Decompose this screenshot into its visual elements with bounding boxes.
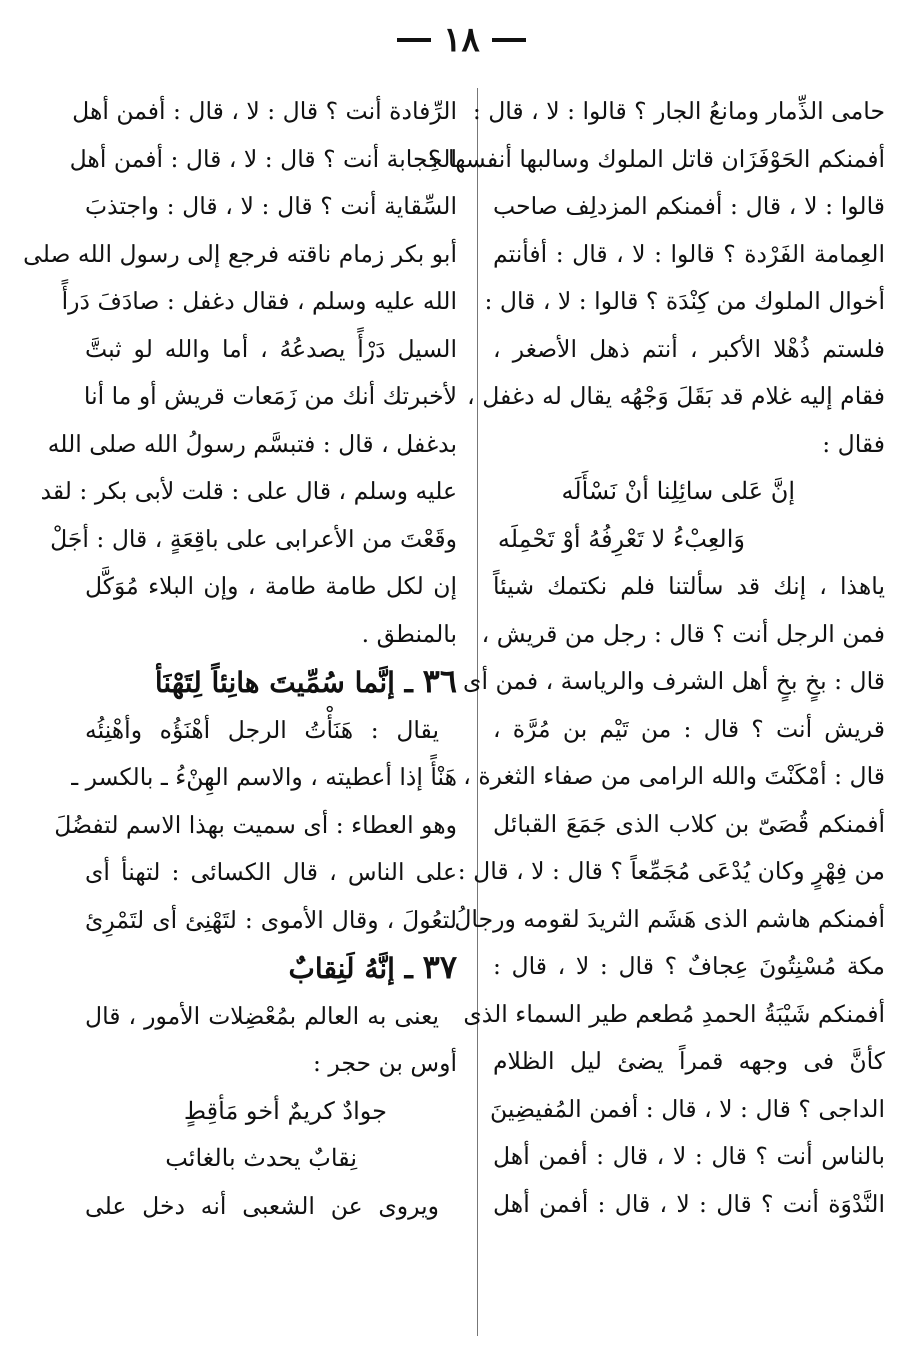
- page-number: ١٨: [443, 20, 480, 60]
- text-line: أفمنكم الحَوْفَزَان قاتل الملوك وسالبها أنفسها ؟: [428, 144, 885, 173]
- header-dash-right: [492, 38, 526, 42]
- verse-line: إنَّ عَلى سائِلِنا أنْ نَسْأَلَه: [561, 477, 795, 505]
- text-line: ويروى عن الشعبى أنه دخل على: [85, 1191, 439, 1220]
- verse-line: نِقابٌ يحدث بالغائب: [165, 1144, 357, 1172]
- text-line: فقام إليه غلام قد بَقَلَ وَجْهُه يقال له دغفل ،: [467, 382, 885, 410]
- section-heading-36: [85, 658, 457, 707]
- text-line: النَّدْوَة أنت ؟ قال : لا ، قال : أفمن أهل: [493, 1189, 885, 1218]
- text-line: حامى الذِّمار ومانعُ الجار ؟ قالوا : لا ، قال :: [472, 97, 885, 125]
- text-line: بالناس أنت ؟ قال : لا ، قال : أفمن أهل: [493, 1142, 885, 1170]
- text-line: الحِجابة أنت ؟ قال : لا ، قال : أفمن أهل: [69, 144, 457, 173]
- column-divider: [477, 88, 478, 1336]
- text-line: أخوال الملوك من كِنْدَة ؟ قالوا : لا ، قال :: [484, 287, 885, 315]
- text-line: فقال :: [822, 429, 885, 458]
- text-line: قالوا : لا ، قال : أفمنكم المزدلِف صاحب: [493, 192, 885, 220]
- text-line: أفمنكم هاشم الذى هَشَم الثريدَ لقومه ورجالُ: [454, 904, 885, 933]
- text-line: كأنَّ فى وجهه قمراً يضئ ليل الظلام: [493, 1047, 885, 1075]
- text-line: قال : بخٍ بخٍ أهل الشرف والرياسة ، فمن أى: [463, 667, 885, 695]
- text-line: أفمنكم شَيْبَةُ الحمدِ مُطعم طير السماء الذى: [463, 999, 885, 1028]
- text-line: بدغفل ، قال : فتبسَّم رسولُ الله صلى الله: [47, 429, 457, 458]
- text-line: أوس بن حجر :: [313, 1049, 457, 1077]
- text-line: على الناس ، قال الكسائى : لتهنأ أى: [85, 858, 457, 886]
- left-column: [23, 88, 457, 1343]
- text-line: فلستم ذُهْلا الأكبر ، أنتم ذهل الأصغر ،: [493, 334, 885, 363]
- text-line: الرِّفادة أنت ؟ قال : لا ، قال : أفمن أهل: [72, 97, 457, 125]
- text-line: أفمنكم قُصَىّ بن كلاب الذى جَمَعَ القبائل: [493, 809, 885, 838]
- text-line: فمن الرجل أنت ؟ قال : رجل من قريش ،: [481, 619, 885, 648]
- section-title: ـ إنَّهُ لَنِقابٌ: [288, 952, 413, 985]
- text-line: بالمنطق .: [361, 619, 457, 648]
- section-number: ٣٦: [422, 662, 457, 700]
- text-line: أبو بكر زمام ناقته فرجع إلى رسول الله صلى: [23, 239, 457, 268]
- text-line: العِمامة الفَرْدة ؟ قالوا : لا ، قال : أفأنتم: [493, 239, 885, 268]
- text-line: عليه وسلم ، قال على : قلت لأبى بكر : لقد: [40, 477, 457, 505]
- text-line: لأخبرتك أنك من زَمَعات قريش أو ما أنا: [83, 382, 457, 410]
- text-line: الداجى ؟ قال : لا ، قال : أفمن المُفيضِينَ: [490, 1094, 885, 1123]
- section-heading-37: [85, 944, 457, 993]
- text-line: قريش أنت ؟ قال : من تَيْم بن مُرَّة ،: [493, 714, 885, 743]
- text-line: يعنى به العالم بمُعْضِلات الأمور ، قال: [85, 1001, 439, 1030]
- text-line: لتعُولَ ، وقال الأموى : لتَهْنِئ أى لتَمْرِئ: [85, 905, 457, 934]
- page-header: [0, 14, 923, 66]
- text-line: وقَعْتَ من الأعرابى على باقِعَةٍ ، قال : أجَلْ: [50, 524, 457, 553]
- header-dash-left: [397, 38, 431, 42]
- text-line: الله عليه وسلم ، فقال دغفل : صادَفَ دَرأً: [61, 287, 457, 315]
- text-line: ياهذا ، إنك قد سألتنا فلم نكتمك شيئاً: [493, 572, 885, 600]
- text-line: يقال : هَنَأْتُ الرجل أهْنَؤُه وأهْنِئُه: [85, 715, 439, 744]
- text-line: السيل دَرْأً يصدعُهُ ، أما والله لو ثبتَّ: [85, 334, 457, 363]
- section-title: ـ إنَّما سُمِّيتَ هانِئاً لِتَهْنَأ: [154, 666, 413, 699]
- verse-line: وَالعِبْءُ لا تَعْرِفُهُ أوْ تَحْمِلَه: [497, 524, 745, 553]
- text-line: السِّقاية أنت ؟ قال : لا ، قال : واجتذبَ: [85, 192, 457, 220]
- text-line: قال : أمْكَنْتَ والله الرامى من صفاء الثغرة ،: [463, 762, 885, 790]
- text-line: مكة مُسْنِتُونَ عِجافٌ ؟ قال : لا ، قال :: [493, 952, 885, 980]
- text-line: إن لكل طامة طامة ، وإن البلاء مُوَكَّل: [85, 572, 457, 600]
- text-line: هَنْأً إذا أعطيته ، والاسم الهِنْءُ ـ بالكسر ـ: [71, 763, 457, 791]
- section-number: ٣٧: [422, 948, 457, 986]
- verse-line: جوادٌ كريمٌ أخو مَأقِطٍ: [183, 1096, 387, 1125]
- text-line: وهو العطاء : أى سميت بهذا الاسم لتفضُلَ: [54, 810, 457, 839]
- text-line: من فِهْرٍ وكان يُدْعَى مُجَمِّعاً ؟ قال : لا ، قال :: [457, 857, 885, 885]
